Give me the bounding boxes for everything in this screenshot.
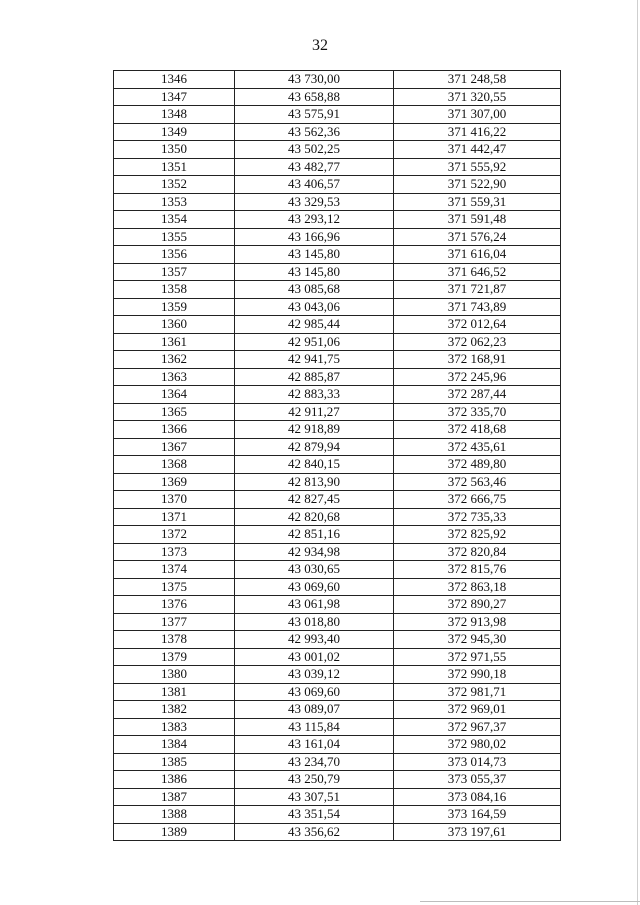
- y-coordinate-cell: 372 971,55: [394, 648, 561, 666]
- point-number-cell: 1376: [114, 596, 235, 614]
- table-row: [114, 176, 561, 194]
- y-coordinate-cell: 372 418,68: [394, 421, 561, 439]
- table-row: [114, 246, 561, 264]
- x-coordinate-cell: 43 001,02: [235, 648, 394, 666]
- y-coordinate-cell: 372 245,96: [394, 368, 561, 386]
- point-number-cell: 1357: [114, 263, 235, 281]
- point-number-cell: 1368: [114, 456, 235, 474]
- point-number-cell: 1385: [114, 753, 235, 771]
- y-coordinate-cell: 371 522,90: [394, 176, 561, 194]
- table-row: [114, 193, 561, 211]
- x-coordinate-cell: 43 293,12: [235, 211, 394, 229]
- x-coordinate-cell: 42 918,89: [235, 421, 394, 439]
- point-number-cell: 1346: [114, 71, 235, 89]
- table-row: [114, 281, 561, 299]
- table-row: [114, 386, 561, 404]
- x-coordinate-cell: 43 039,12: [235, 666, 394, 684]
- x-coordinate-cell: 43 730,00: [235, 71, 394, 89]
- table-row: [114, 823, 561, 841]
- y-coordinate-cell: 372 062,23: [394, 333, 561, 351]
- x-coordinate-cell: 42 885,87: [235, 368, 394, 386]
- coordinates-table: [113, 70, 561, 841]
- y-coordinate-cell: 371 555,92: [394, 158, 561, 176]
- point-number-cell: 1354: [114, 211, 235, 229]
- y-coordinate-cell: 372 945,30: [394, 631, 561, 649]
- table-row: [114, 263, 561, 281]
- table-row: [114, 88, 561, 106]
- table-row: [114, 106, 561, 124]
- point-number-cell: 1365: [114, 403, 235, 421]
- point-number-cell: 1387: [114, 788, 235, 806]
- x-coordinate-cell: 43 161,04: [235, 736, 394, 754]
- y-coordinate-cell: 372 825,92: [394, 526, 561, 544]
- table-row: [114, 351, 561, 369]
- x-coordinate-cell: 43 069,60: [235, 578, 394, 596]
- table-row: [114, 718, 561, 736]
- table-row: [114, 228, 561, 246]
- y-coordinate-cell: 371 576,24: [394, 228, 561, 246]
- table-row: [114, 526, 561, 544]
- x-coordinate-cell: 42 911,27: [235, 403, 394, 421]
- y-coordinate-cell: 372 666,75: [394, 491, 561, 509]
- table-row: [114, 578, 561, 596]
- point-number-cell: 1352: [114, 176, 235, 194]
- point-number-cell: 1372: [114, 526, 235, 544]
- x-coordinate-cell: 43 250,79: [235, 771, 394, 789]
- x-coordinate-cell: 42 993,40: [235, 631, 394, 649]
- x-coordinate-cell: 43 329,53: [235, 193, 394, 211]
- x-coordinate-cell: 43 351,54: [235, 806, 394, 824]
- x-coordinate-cell: 42 851,16: [235, 526, 394, 544]
- y-coordinate-cell: 372 815,76: [394, 561, 561, 579]
- x-coordinate-cell: 43 089,07: [235, 701, 394, 719]
- x-coordinate-cell: 43 069,60: [235, 683, 394, 701]
- table-row: [114, 333, 561, 351]
- point-number-cell: 1370: [114, 491, 235, 509]
- table-row: [114, 543, 561, 561]
- point-number-cell: 1382: [114, 701, 235, 719]
- y-coordinate-cell: 372 969,01: [394, 701, 561, 719]
- y-coordinate-cell: 372 489,80: [394, 456, 561, 474]
- x-coordinate-cell: 43 030,65: [235, 561, 394, 579]
- y-coordinate-cell: 372 012,64: [394, 316, 561, 334]
- y-coordinate-cell: 371 591,48: [394, 211, 561, 229]
- x-coordinate-cell: 43 502,25: [235, 141, 394, 159]
- point-number-cell: 1351: [114, 158, 235, 176]
- y-coordinate-cell: 372 820,84: [394, 543, 561, 561]
- table-row: [114, 806, 561, 824]
- x-coordinate-cell: 42 827,45: [235, 491, 394, 509]
- y-coordinate-cell: 372 981,71: [394, 683, 561, 701]
- point-number-cell: 1364: [114, 386, 235, 404]
- y-coordinate-cell: 372 980,02: [394, 736, 561, 754]
- table-row: [114, 316, 561, 334]
- x-coordinate-cell: 42 840,15: [235, 456, 394, 474]
- y-coordinate-cell: 372 990,18: [394, 666, 561, 684]
- table-row: [114, 491, 561, 509]
- y-coordinate-cell: 371 416,22: [394, 123, 561, 141]
- point-number-cell: 1355: [114, 228, 235, 246]
- point-number-cell: 1359: [114, 298, 235, 316]
- x-coordinate-cell: 42 941,75: [235, 351, 394, 369]
- table-row: [114, 596, 561, 614]
- x-coordinate-cell: 43 356,62: [235, 823, 394, 841]
- y-coordinate-cell: 372 335,70: [394, 403, 561, 421]
- table-row: [114, 456, 561, 474]
- y-coordinate-cell: 373 084,16: [394, 788, 561, 806]
- y-coordinate-cell: 372 287,44: [394, 386, 561, 404]
- y-coordinate-cell: 372 735,33: [394, 508, 561, 526]
- y-coordinate-cell: 371 646,52: [394, 263, 561, 281]
- point-number-cell: 1361: [114, 333, 235, 351]
- y-coordinate-cell: 371 320,55: [394, 88, 561, 106]
- point-number-cell: 1353: [114, 193, 235, 211]
- table-row: [114, 141, 561, 159]
- x-coordinate-cell: 43 166,96: [235, 228, 394, 246]
- x-coordinate-cell: 43 061,98: [235, 596, 394, 614]
- y-coordinate-cell: 373 055,37: [394, 771, 561, 789]
- point-number-cell: 1383: [114, 718, 235, 736]
- x-coordinate-cell: 43 145,80: [235, 246, 394, 264]
- point-number-cell: 1349: [114, 123, 235, 141]
- table-row: [114, 736, 561, 754]
- table-row: [114, 771, 561, 789]
- y-coordinate-cell: 371 721,87: [394, 281, 561, 299]
- x-coordinate-cell: 43 658,88: [235, 88, 394, 106]
- x-coordinate-cell: 43 406,57: [235, 176, 394, 194]
- x-coordinate-cell: 42 883,33: [235, 386, 394, 404]
- y-coordinate-cell: 372 168,91: [394, 351, 561, 369]
- table-row: [114, 123, 561, 141]
- x-coordinate-cell: 43 575,91: [235, 106, 394, 124]
- y-coordinate-cell: 373 197,61: [394, 823, 561, 841]
- table-row: [114, 508, 561, 526]
- point-number-cell: 1356: [114, 246, 235, 264]
- y-coordinate-cell: 371 743,89: [394, 298, 561, 316]
- table-row: [114, 683, 561, 701]
- table-row: [114, 631, 561, 649]
- x-coordinate-cell: 42 813,90: [235, 473, 394, 491]
- x-coordinate-cell: 43 018,80: [235, 613, 394, 631]
- y-coordinate-cell: 372 967,37: [394, 718, 561, 736]
- scan-edge-right: [637, 0, 638, 905]
- point-number-cell: 1384: [114, 736, 235, 754]
- table-row: [114, 403, 561, 421]
- y-coordinate-cell: 372 913,98: [394, 613, 561, 631]
- y-coordinate-cell: 371 616,04: [394, 246, 561, 264]
- table-row: [114, 298, 561, 316]
- point-number-cell: 1348: [114, 106, 235, 124]
- y-coordinate-cell: 372 890,27: [394, 596, 561, 614]
- x-coordinate-cell: 42 820,68: [235, 508, 394, 526]
- point-number-cell: 1367: [114, 438, 235, 456]
- point-number-cell: 1375: [114, 578, 235, 596]
- x-coordinate-cell: 43 307,51: [235, 788, 394, 806]
- page-number: 32: [312, 37, 328, 54]
- table-row: [114, 158, 561, 176]
- table-row: [114, 613, 561, 631]
- x-coordinate-cell: 43 482,77: [235, 158, 394, 176]
- point-number-cell: 1373: [114, 543, 235, 561]
- table-row: [114, 753, 561, 771]
- table-row: [114, 648, 561, 666]
- table-row: [114, 701, 561, 719]
- point-number-cell: 1374: [114, 561, 235, 579]
- table-row: [114, 788, 561, 806]
- table-row: [114, 368, 561, 386]
- y-coordinate-cell: 372 563,46: [394, 473, 561, 491]
- table-row: [114, 473, 561, 491]
- point-number-cell: 1358: [114, 281, 235, 299]
- x-coordinate-cell: 42 985,44: [235, 316, 394, 334]
- y-coordinate-cell: 372 863,18: [394, 578, 561, 596]
- y-coordinate-cell: 371 442,47: [394, 141, 561, 159]
- table-row: [114, 561, 561, 579]
- point-number-cell: 1366: [114, 421, 235, 439]
- x-coordinate-cell: 42 934,98: [235, 543, 394, 561]
- point-number-cell: 1380: [114, 666, 235, 684]
- x-coordinate-cell: 43 145,80: [235, 263, 394, 281]
- y-coordinate-cell: 373 164,59: [394, 806, 561, 824]
- table-row: [114, 438, 561, 456]
- y-coordinate-cell: 371 248,58: [394, 71, 561, 89]
- table-row: [114, 421, 561, 439]
- point-number-cell: 1388: [114, 806, 235, 824]
- point-number-cell: 1386: [114, 771, 235, 789]
- point-number-cell: 1389: [114, 823, 235, 841]
- y-coordinate-cell: 372 435,61: [394, 438, 561, 456]
- x-coordinate-cell: 42 879,94: [235, 438, 394, 456]
- point-number-cell: 1369: [114, 473, 235, 491]
- point-number-cell: 1350: [114, 141, 235, 159]
- x-coordinate-cell: 42 951,06: [235, 333, 394, 351]
- point-number-cell: 1371: [114, 508, 235, 526]
- scan-edge-bottom: [420, 901, 640, 902]
- x-coordinate-cell: 43 043,06: [235, 298, 394, 316]
- point-number-cell: 1381: [114, 683, 235, 701]
- table-row: [114, 211, 561, 229]
- point-number-cell: 1360: [114, 316, 235, 334]
- point-number-cell: 1377: [114, 613, 235, 631]
- x-coordinate-cell: 43 085,68: [235, 281, 394, 299]
- y-coordinate-cell: 373 014,73: [394, 753, 561, 771]
- point-number-cell: 1362: [114, 351, 235, 369]
- point-number-cell: 1379: [114, 648, 235, 666]
- y-coordinate-cell: 371 559,31: [394, 193, 561, 211]
- point-number-cell: 1363: [114, 368, 235, 386]
- point-number-cell: 1347: [114, 88, 235, 106]
- x-coordinate-cell: 43 562,36: [235, 123, 394, 141]
- point-number-cell: 1378: [114, 631, 235, 649]
- x-coordinate-cell: 43 234,70: [235, 753, 394, 771]
- table-row: [114, 71, 561, 89]
- table-row: [114, 666, 561, 684]
- y-coordinate-cell: 371 307,00: [394, 106, 561, 124]
- coordinates-table-body: [114, 71, 561, 841]
- x-coordinate-cell: 43 115,84: [235, 718, 394, 736]
